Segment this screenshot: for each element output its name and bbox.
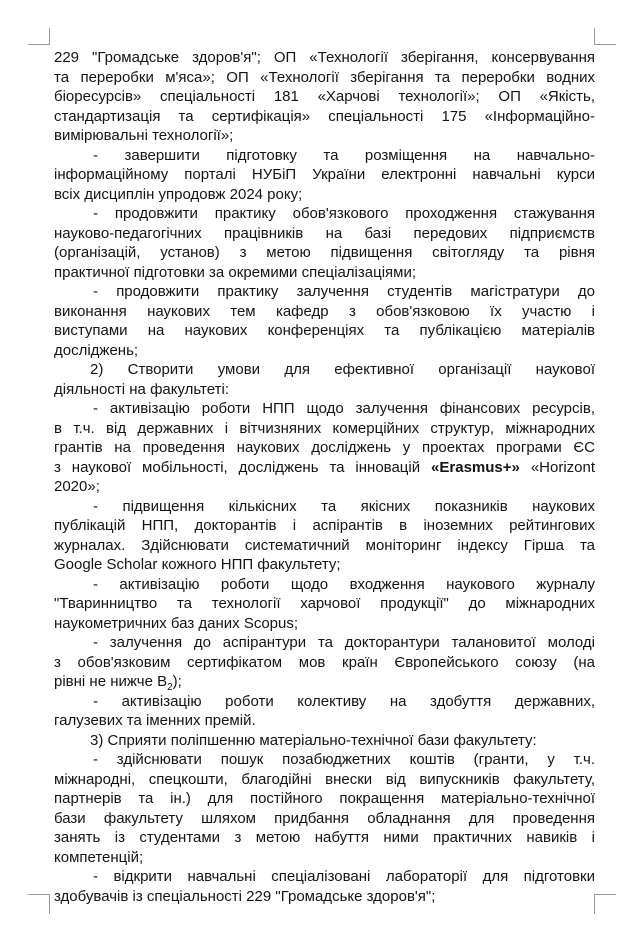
text-line: досліджень; <box>54 341 139 359</box>
text-line: практичної підготовки за окремими спеціалізаціями; <box>54 263 417 281</box>
list-item-line: - продовжити практику обов'язкового проходження стажування <box>93 205 595 222</box>
text-line: Google Scholar кожного НПП факультету; <box>54 556 341 573</box>
section-heading-line: 2) Створити умови для ефективної організації наукової <box>90 361 595 378</box>
list-item-line: - активізацію роботи колективу на здобуття державних, <box>93 692 595 710</box>
text-line: бази факультету шляхом придбання обладнання для проведення <box>54 809 595 827</box>
document-page <box>54 48 595 906</box>
text-line: міжнародні, спецкошти, благодійні внески від випускників факультету, <box>54 770 595 788</box>
text-line: та переробки м'яса»; ОП «Технології зберігання та переробки водних <box>54 68 595 86</box>
crop-mark-top-left-horizontal <box>28 44 50 45</box>
text-line: публікацій НПП, докторантів і аспірантів в іноземних рейтингових <box>54 517 595 534</box>
text-line: компетенцій; <box>54 848 144 866</box>
text-line: в т.ч. від державних і вітчизняних комерційних структур, міжнародних <box>54 419 595 437</box>
list-item-line: - відкрити навчальні спеціалізовані лабораторії для підготовки <box>93 868 595 885</box>
crop-mark-bottom-left-vertical <box>49 894 50 914</box>
list-item-line: - завершити підготовку та розміщення на навчально- <box>93 146 595 164</box>
text-line: діяльності на факультеті: <box>54 380 229 398</box>
text-line: інформаційному порталі НУБіП України електронні навчальні курси <box>54 166 595 183</box>
mixed-text-line <box>54 458 595 478</box>
text-line: виступами на наукових конференціях та публікацією матеріалів <box>54 322 595 339</box>
text-line: стандартизація та сертифікація» спеціальності 175 «Інформаційно- <box>54 107 595 125</box>
crop-mark-top-right-vertical <box>594 28 595 45</box>
text-line: партнерів та ін.) для постійного покращення матеріально-технічної <box>54 790 595 807</box>
text-line: журналах. Здійснювати систематичний моніторинг індексу Гірша та <box>54 536 595 554</box>
text-line: 229 "Громадське здоров'я"; ОП «Технології зберігання, консервування <box>54 49 595 66</box>
text-line: вимірювальні технології»; <box>54 127 234 144</box>
crop-mark-bottom-right-horizontal <box>594 894 616 895</box>
text-line: всіх дисциплін упродовж 2024 року; <box>54 185 303 203</box>
crop-mark-bottom-left-horizontal <box>28 894 50 895</box>
section-heading-line: 3) Сприяти поліпшенню матеріально-технічної бази факультету: <box>90 731 537 749</box>
text-line: біоресурсів» спеціальності 181 «Харчові технології»; ОП «Якість, <box>54 88 595 105</box>
text-line: з обов'язковим сертифікатом мов країн Європейського союзу (на <box>54 653 595 671</box>
list-item-line: - продовжити практику залучення студентів магістратури до <box>93 283 595 300</box>
list-item-line: - підвищення кількісних та якісних показників наукових <box>93 497 595 515</box>
text-segment: «Horizont <box>530 458 595 476</box>
text-line: (організацій, установ) з метою підвищення світогляду та рівня <box>54 244 595 261</box>
text-line: рівні не нижче $В_2$); <box>54 673 182 692</box>
list-item-line: - активізацію роботи щодо входження наукового журналу <box>93 575 595 593</box>
text-line: 2020»; <box>54 478 100 495</box>
erasmus-bold-text: «Erasmus+» <box>431 458 520 476</box>
text-line: галузевих та іменних премій. <box>54 712 256 729</box>
list-item-line: - здійснювати пошук позабюджетних коштів (гранти, у т.ч. <box>93 751 595 768</box>
list-item-line: - активізацію роботи НПП щодо залучення фінансових ресурсів, <box>93 400 595 417</box>
crop-mark-top-left-vertical <box>49 28 50 45</box>
text-line: наукометричних баз даних Scopus; <box>54 614 299 632</box>
text-line: науково-педагогічних працівників на базі передових підприємств <box>54 224 595 242</box>
text-line: "Тваринництво та технології харчової продукції" до міжнародних <box>54 595 595 612</box>
text-line: занять із студентами з метою набуття ними практичних навиків і <box>54 829 595 846</box>
text-line: здобувачів із спеціальності 229 "Громадське здоров'я"; <box>54 887 436 905</box>
crop-mark-top-right-horizontal <box>594 44 616 45</box>
subscript-digit: 2 <box>167 682 173 692</box>
text-line: грантів на проведення наукових досліджень у проектах програми ЄС <box>54 439 595 456</box>
list-item-line: - залучення до аспірантури та докторантури талановитої молоді <box>93 634 595 651</box>
text-line: виконання наукових тем кафедр з обов'язковою їх участю і <box>54 302 595 320</box>
text-segment: з наукової мобільності, досліджень та інновацій <box>54 458 421 476</box>
